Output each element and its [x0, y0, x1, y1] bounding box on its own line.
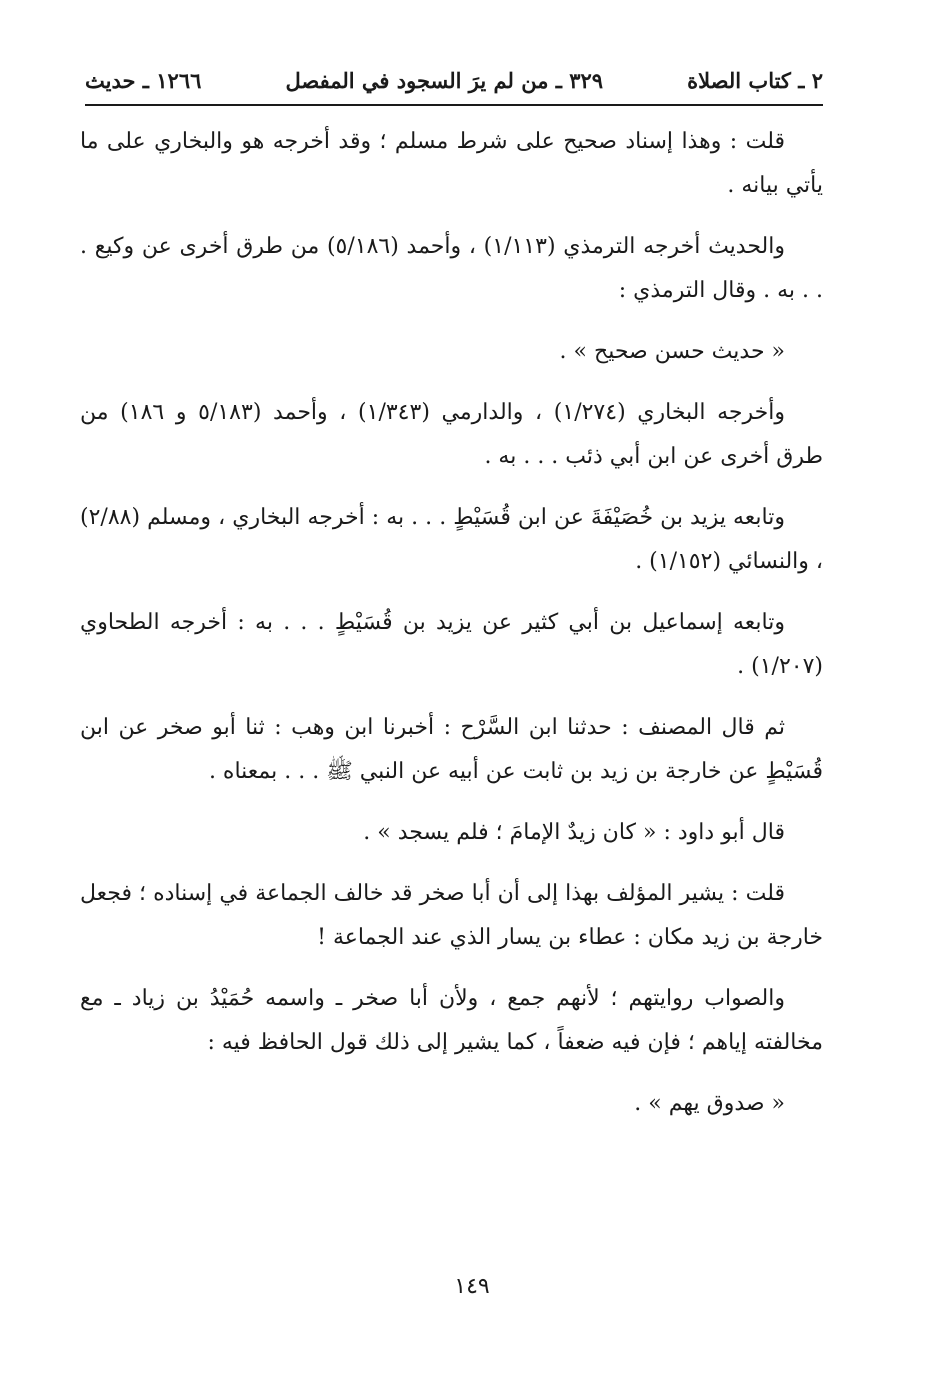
- header-hadith-number: ١٢٦٦ ـ حديث: [85, 67, 202, 93]
- page-number: ١٤٩: [454, 1274, 490, 1299]
- main-text: [80, 120, 823, 1143]
- header-chapter-title: ٣٢٩ ـ من لم يرَ السجود في المفصل: [285, 67, 604, 93]
- paragraph: قلت : وهذا إسناد صحيح على شرط مسلم ؛ وقد أخرجه هو والبخاري على ما يأتي بيانه .: [80, 129, 823, 198]
- paragraph: والحديث أخرجه الترمذي (١/١١٣) ، وأحمد (٥/١٨٦) من طرق أخرى عن وكيع . . . به . وقال الترمذي :: [80, 234, 823, 303]
- header-divider: [85, 104, 823, 106]
- paragraph: وأخرجه البخاري (١/٢٧٤) ، والدارمي (١/٣٤٣) ، وأحمد (٥/١٨٣ و ١٨٦) من طرق أخرى عن ابن أبي ذئب . . . به .: [80, 400, 823, 469]
- paragraph: وتابعه إسماعيل بن أبي كثير عن يزيد بن قُسَيْطٍ . . . به : أخرجه الطحاوي (١/٢٠٧) .: [80, 610, 823, 679]
- header-book-title: ٢ ـ كتاب الصلاة: [687, 67, 823, 93]
- quoted-statement: « صدوق يهم » .: [634, 1091, 785, 1116]
- quoted-statement: « حديث حسن صحيح » .: [559, 339, 785, 364]
- paragraph: والصواب روايتهم ؛ لأنهم جمع ، ولأن أبا صخر ـ واسمه حُمَيْدُ بن زياد ـ مع مخالفته إياهم ؛ فإن فيه ضعفاً ، كما يشير إلى ذلك قول الحافظ فيه :: [80, 986, 823, 1055]
- paragraph: ثم قال المصنف : حدثنا ابن السَّرْح : أخبرنا ابن وهب : ثنا أبو صخر عن ابن قُسَيْطٍ عن خارجة بن زيد بن ثابت عن أبيه عن النبي ﷺ . . . بمعناه .: [80, 715, 823, 784]
- paragraph: قلت : يشير المؤلف بهذا إلى أن أبا صخر قد خالف الجماعة في إسناده ؛ فجعل خارجة بن زيد مكان : عطاء بن يسار الذي عند الجماعة !: [80, 881, 823, 950]
- paragraph: قال أبو داود : « كان زيدٌ الإمامَ ؛ فلم يسجد » .: [363, 820, 785, 845]
- paragraph: وتابعه يزيد بن خُصَيْفَةَ عن ابن قُسَيْطٍ . . . به : أخرجه البخاري ، ومسلم (٢/٨٨) ، والنسائي (١/١٥٢) .: [80, 505, 823, 574]
- running-header: [85, 62, 823, 98]
